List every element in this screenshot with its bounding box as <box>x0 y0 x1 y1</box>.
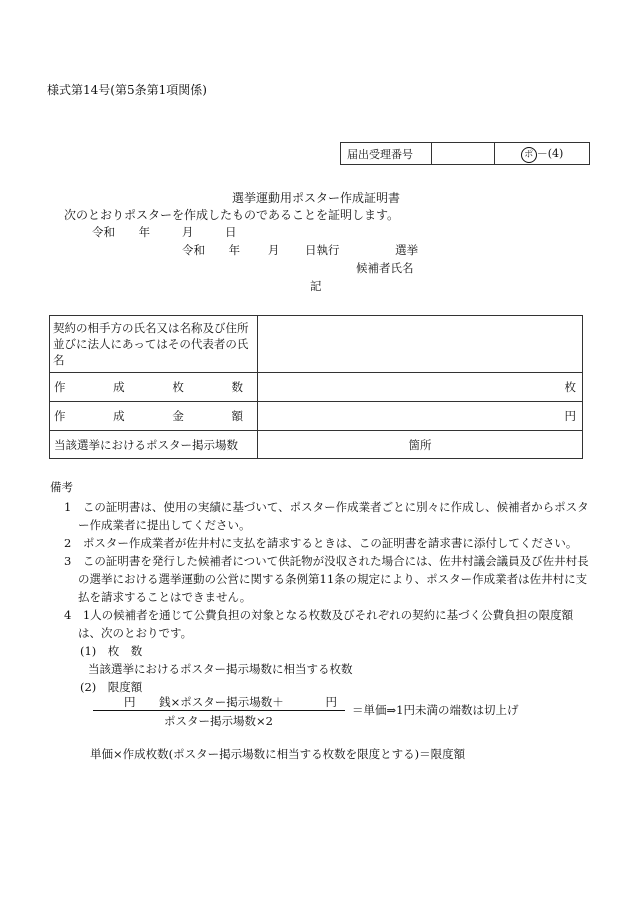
count-label: 作 成 枚 数 <box>50 373 258 402</box>
amount-unit: 円 <box>564 409 576 423</box>
amount-field[interactable] <box>258 402 583 431</box>
ki-mark: 記 <box>310 279 322 293</box>
election-kind: 選挙 <box>395 243 419 257</box>
election-day: 日執行 <box>304 243 340 257</box>
note-item: 3 この証明書を発行した候補者について供託物が没収された場合には、佐井村議会議員及び佐井村長の選挙における選挙運動の公営に関する条例第11条の規定により、ポスター作成業者は佐井村に支払を請求することはできません。 <box>64 554 589 604</box>
form-number: 様式第14号(第5条第1項関係) <box>47 83 207 97</box>
notes-heading: 備考 <box>50 480 73 494</box>
receipt-code <box>495 143 590 165</box>
receipt-number-table <box>340 142 590 165</box>
formula-numerator: 円 銭×ポスター掲示場数＋ 円 <box>124 695 337 709</box>
formula-denominator: ポスター掲示場数×2 <box>164 714 273 728</box>
formula-result: ＝単価⇒1円未満の端数は切上げ <box>352 703 519 717</box>
formula-fraction-bar <box>93 710 345 711</box>
places-field[interactable] <box>258 431 583 459</box>
places-unit: 箇所 <box>408 437 432 452</box>
candidate-name-label: 候補者氏名 <box>356 261 414 275</box>
amount-label: 作 成 金 額 <box>50 402 258 431</box>
date-year: 年 <box>138 225 151 239</box>
note-item: 2 ポスター作成業者が佐井村に支払を請求するときは、この証明書を請求書に添付してください。 <box>64 536 578 550</box>
date-line <box>92 224 236 240</box>
date-era: 令和 <box>92 225 115 239</box>
places-label: 当該選挙におけるポスター掲示場数 <box>50 431 258 459</box>
document-title: 選挙運動用ポスター作成証明書 <box>232 191 401 205</box>
statement: 次のとおりポスターを作成したものであることを証明します。 <box>64 208 400 222</box>
note-sub1-label: (1) 枚 数 <box>80 644 143 658</box>
contract-party-field[interactable] <box>258 316 583 373</box>
contract-party-label: 契約の相手方の氏名又は名称及び住所並びに法人にあってはその代表者の氏名 <box>50 316 258 373</box>
certificate-table <box>49 315 583 459</box>
notes-section <box>50 478 590 696</box>
date-day: 日 <box>224 225 237 239</box>
receipt-code-rest: －(4) <box>536 146 564 160</box>
final-formula: 単価×作成枚数(ポスター掲示場数に相当する枚数を限度とする)＝限度額 <box>90 747 466 761</box>
note-sub1-text: 当該選挙におけるポスター掲示場数に相当する枚数 <box>88 662 353 676</box>
election-month: 月 <box>267 243 280 257</box>
count-field[interactable] <box>258 373 583 402</box>
election-line <box>182 242 418 258</box>
election-era: 令和 <box>182 243 205 257</box>
circled-po-mark: ポ <box>521 147 537 163</box>
note-sub2-label: (2) 限度額 <box>80 680 143 694</box>
election-year: 年 <box>228 243 241 257</box>
note-item: 1 この証明書は、使用の実績に基づいて、ポスター作成業者ごとに別々に作成し、候補者からポスター作成業者に提出してください。 <box>64 500 589 532</box>
note-item: 4 1人の候補者を通じて公費負担の対象となる枚数及びそれぞれの契約に基づく公費負担の限度額は、次のとおりです。 <box>64 608 574 640</box>
date-month: 月 <box>181 225 194 239</box>
receipt-value[interactable] <box>432 143 495 165</box>
receipt-label: 届出受理番号 <box>341 143 432 165</box>
count-unit: 枚 <box>564 380 576 394</box>
